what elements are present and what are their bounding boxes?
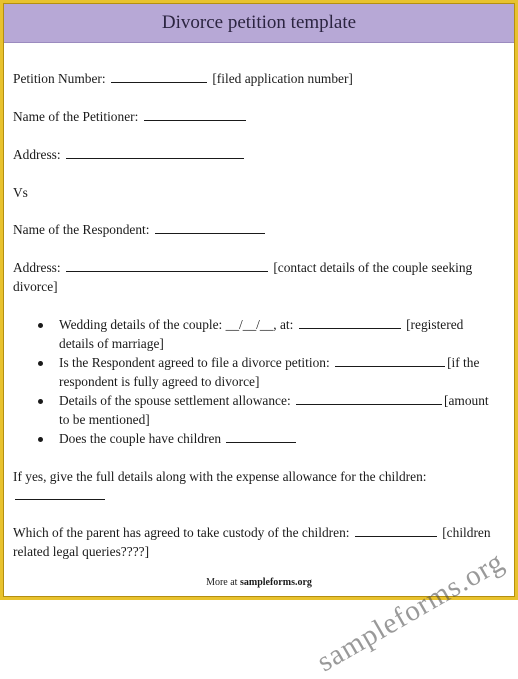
allowance-hint: [amount: [444, 393, 489, 408]
vs-row: [13, 183, 505, 202]
petition-number-hint: [filed application number]: [212, 71, 353, 86]
list-item: [4, 391, 505, 429]
custody-hint-cont: related legal queries????]: [13, 544, 150, 559]
list-item: [4, 429, 505, 448]
petitioner-label: Name of the Petitioner:: [13, 109, 139, 124]
address2-blank[interactable]: [66, 258, 268, 272]
bullet-icon: [38, 323, 43, 328]
bullet-icon: [38, 361, 43, 366]
respondent-blank[interactable]: [155, 220, 265, 234]
wedding-hint-cont: details of marriage]: [59, 336, 164, 351]
petition-number-blank[interactable]: [111, 69, 207, 83]
petitioner-blank[interactable]: [144, 107, 246, 121]
footer: [4, 577, 514, 588]
respondent-label: Name of the Respondent:: [13, 222, 150, 237]
address2-label: Address:: [13, 260, 61, 275]
address1-blank[interactable]: [66, 145, 244, 159]
agreement-hint: [if the: [447, 355, 480, 370]
agreement-hint-cont: respondent is fully agreed to divorce]: [59, 374, 260, 389]
address1-label: Address:: [13, 147, 61, 162]
list-item: [4, 353, 505, 391]
children-details-text: If yes, give the full details along with the expense allowance for the children:: [13, 469, 427, 484]
watermark: sampleforms.org: [311, 545, 510, 679]
footer-prefix: More at: [206, 577, 238, 588]
respondent-row: [13, 220, 505, 239]
form-card: [3, 3, 515, 679]
allowance-label: Details of the spouse settlement allowance:: [59, 393, 291, 408]
page-title: Divorce petition template: [161, 12, 357, 33]
petition-number-label: Petition Number:: [13, 71, 106, 86]
list-item: [4, 315, 505, 353]
agreement-label: Is the Respondent agreed to file a divorce petition:: [59, 355, 330, 370]
wedding-hint: [registered: [406, 317, 464, 332]
children-question: Does the couple have children: [59, 431, 222, 446]
petition-number-row: [13, 69, 505, 88]
wedding-place-blank[interactable]: [299, 315, 401, 329]
custody-blank[interactable]: [355, 523, 437, 537]
custody-hint: [children: [442, 525, 491, 540]
custody-text: Which of the parent has agreed to take custody of the children:: [13, 525, 350, 540]
address2-hint-cont: divorce]: [13, 279, 58, 294]
address2-hint: [contact details of the couple seeking: [273, 260, 473, 275]
children-blank[interactable]: [226, 429, 296, 443]
footer-site-link[interactable]: sampleforms.org: [239, 577, 312, 588]
children-details-blank[interactable]: [15, 486, 105, 500]
address1-row: [13, 145, 505, 164]
allowance-blank[interactable]: [296, 391, 442, 405]
title-bar: [4, 4, 514, 43]
address2-row: [13, 258, 505, 296]
bullet-icon: [38, 399, 43, 404]
petitioner-row: [13, 107, 505, 126]
allowance-hint-cont: to be mentioned]: [59, 412, 150, 427]
bullet-icon: [38, 437, 43, 442]
agreement-blank[interactable]: [335, 353, 445, 367]
custody-row: [13, 523, 505, 561]
vs-text: Vs: [13, 185, 28, 200]
children-details-row: [13, 467, 505, 505]
wedding-date: __/__/__, at:: [225, 317, 294, 332]
wedding-label: Wedding details of the couple:: [59, 317, 223, 332]
details-list: [4, 315, 505, 448]
